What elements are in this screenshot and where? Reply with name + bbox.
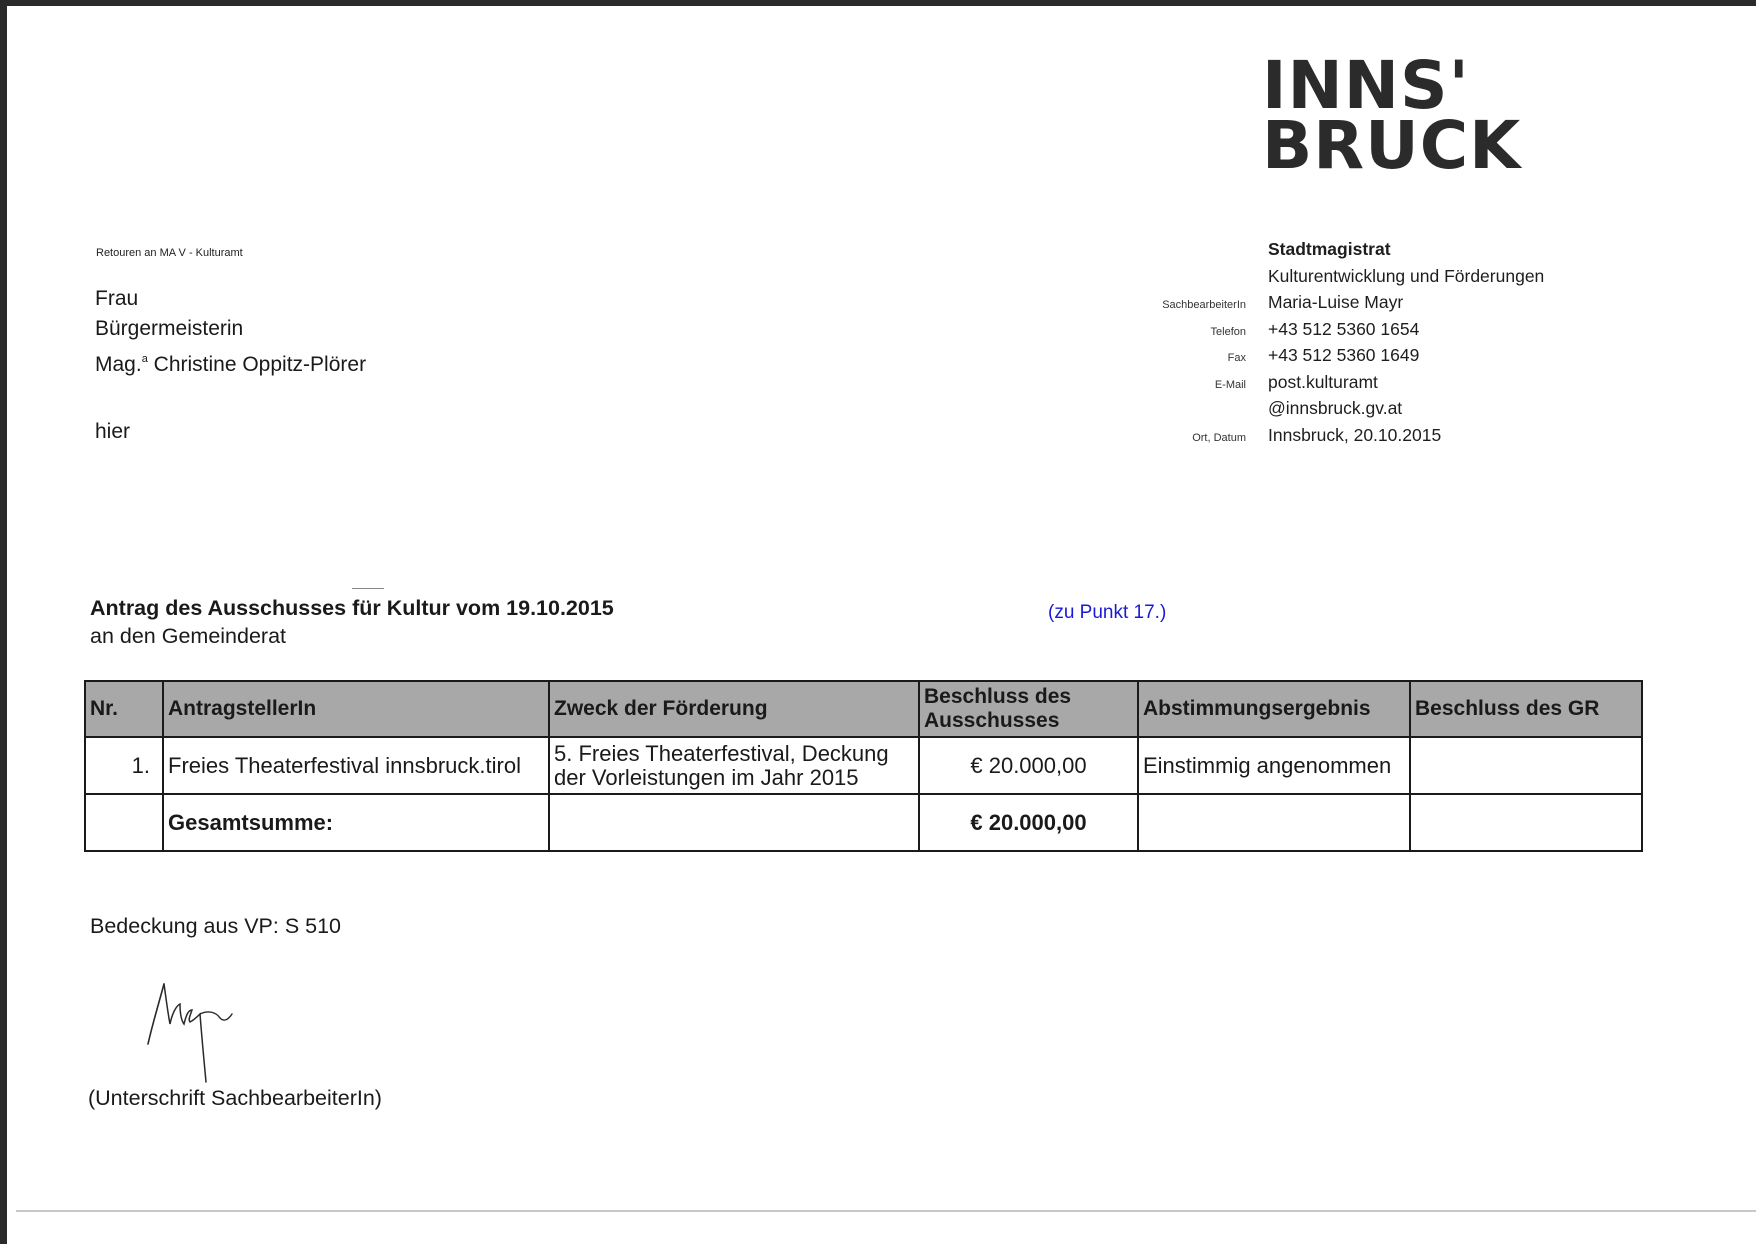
sender-fax-value: +43 512 5360 1649 — [1268, 345, 1420, 365]
column-header-purpose: Zweck der Förderung — [549, 681, 919, 737]
document-heading: Antrag des Ausschusses für Kultur vom 19.10.2015 — [90, 596, 614, 620]
recipient-title-prefix: Mag. — [95, 353, 142, 376]
sender-row — [1100, 425, 1660, 452]
signature-caption: (Unterschrift SachbearbeiterIn) — [88, 1086, 382, 1110]
resolution-table — [84, 680, 1643, 852]
cell-empty — [1410, 794, 1642, 851]
sender-department: Kulturentwicklung und Förderungen — [1268, 265, 1545, 286]
column-header-council-decision: Beschluss des GR — [1410, 681, 1642, 737]
sender-clerk-label: SachbearbeiterIn — [1162, 299, 1246, 311]
sender-phone-label: Telefon — [1210, 325, 1246, 338]
innsbruck-logo — [1262, 47, 1522, 184]
page-bottom-rule — [16, 1210, 1756, 1212]
recipient-block — [95, 284, 366, 380]
table-header-row — [85, 681, 1642, 737]
sender-date-value: Innsbruck, 20.10.2015 — [1268, 424, 1442, 445]
return-address: Retouren an MA V - Kulturamt — [96, 247, 243, 259]
budget-coverage: Bedeckung aus VP: S 510 — [90, 914, 342, 938]
sender-row — [1100, 372, 1660, 399]
total-label: Gesamtsumme: — [163, 794, 549, 851]
cell-purpose: 5. Freies Theaterfestival, Deckung der Vorleistungen im Jahr 2015 — [549, 737, 919, 794]
recipient-title-superscript: a — [141, 353, 148, 365]
sender-fax-label: Fax — [1227, 352, 1246, 364]
table-row — [85, 737, 1642, 794]
cell-empty — [549, 794, 919, 851]
sender-row — [1100, 398, 1660, 425]
recipient-salutation: Frau — [95, 287, 139, 310]
sender-date-label: Ort, Datum — [1192, 431, 1246, 444]
total-amount: € 20.000,00 — [919, 794, 1138, 851]
column-header-committee-decision: Beschluss des Ausschusses — [919, 681, 1138, 737]
sender-row — [1100, 266, 1660, 293]
sender-email-value: post.kulturamt — [1268, 371, 1378, 392]
logo-line-2: BRUCK — [1262, 107, 1522, 184]
cell-empty — [85, 794, 163, 851]
column-header-vote-result: Abstimmungsergebnis — [1138, 681, 1410, 737]
sender-row — [1100, 292, 1660, 319]
table-total-row — [85, 794, 1642, 851]
agenda-reference: (zu Punkt 17.) — [1048, 602, 1167, 623]
sender-email-label: E-Mail — [1214, 378, 1246, 391]
sender-phone-value: +43 512 5360 1654 — [1268, 318, 1420, 339]
recipient-name: Christine Oppitz-Plörer — [153, 353, 367, 376]
recipient-name-line — [95, 344, 366, 380]
cell-council-decision — [1410, 737, 1642, 794]
sender-email-domain-value: @innsbruck.gv.at — [1268, 398, 1403, 418]
column-header-applicant: AntragstellerIn — [163, 681, 549, 737]
logo-line-1: INNS' — [1262, 47, 1470, 124]
sender-row — [1100, 319, 1660, 346]
column-header-nr: Nr. — [85, 681, 163, 737]
cell-nr: 1. — [85, 737, 163, 794]
cell-vote-result: Einstimmig angenommen — [1138, 737, 1410, 794]
recipient-location: hier — [95, 420, 131, 443]
cell-applicant: Freies Theaterfestival innsbruck.tirol — [163, 737, 549, 794]
sender-office: Stadtmagistrat — [1268, 239, 1391, 259]
sender-row — [1100, 239, 1660, 266]
sender-clerk-value: Maria-Luise Mayr — [1268, 292, 1404, 312]
document-subheading: an den Gemeinderat — [90, 624, 287, 648]
cell-empty — [1138, 794, 1410, 851]
cell-amount: € 20.000,00 — [919, 737, 1138, 794]
heading-pen-mark — [352, 588, 384, 589]
sender-block — [1100, 239, 1660, 451]
sender-row — [1100, 345, 1660, 372]
recipient-role: Bürgermeisterin — [95, 317, 244, 340]
handwritten-signature — [136, 980, 266, 1084]
